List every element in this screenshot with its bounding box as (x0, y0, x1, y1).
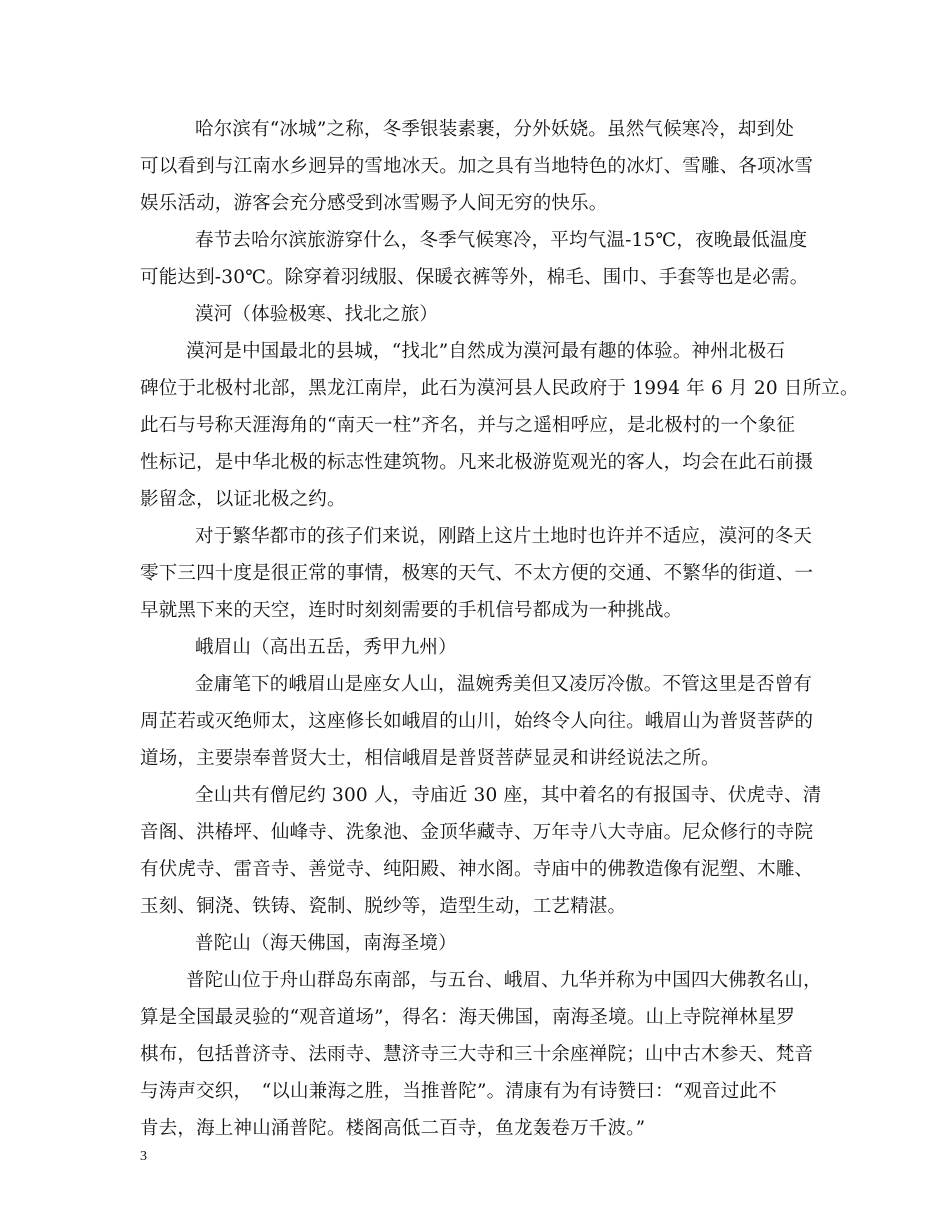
paragraph-putuo-line-5: 肯去，海上神山涌普陀。楼阁高低二百寺，鱼龙轰卷万千波。” (140, 1118, 646, 1139)
paragraph-putuo-line-2: 算是全国最灵验的“观音道场”，得名：海天佛国，南海圣境。山上寺院禅林星罗 (140, 1007, 796, 1028)
paragraph-harbin-line-1: 哈尔滨有“冰城”之称，冬季银装素裹，分外妖娆。虽然气候寒冷，却到处 (195, 119, 795, 140)
paragraph-emei-line-2: 周芷若或灭绝师太，这座修长如峨眉的山川，始终令人向往。峨眉山为普贤菩萨的 (140, 711, 814, 732)
paragraph-emei-line-1: 金庸笔下的峨眉山是座女人山，温婉秀美但又凌厉冷傲。不管这里是否曾有 (195, 674, 813, 695)
heading-putuo: 普陀山（海天佛国，南海圣境） (195, 933, 457, 954)
paragraph-emei-temples-line-2: 音阁、洪椿坪、仙峰寺、洗象池、金顶华藏寺、万年寺八大寺庙。尼众修行的寺院 (140, 822, 814, 843)
paragraph-emei-temples-line-4: 玉刻、铜浇、铁铸、瓷制、脱纱等，造型生动，工艺精湛。 (140, 896, 627, 917)
paragraph-mohe-line-1: 漠河是中国最北的县城，“找北”自然成为漠河最有趣的体验。神州北极石 (186, 341, 786, 362)
paragraph-emei-temples-line-1: 全山共有僧尼约 300 人，寺庙近 30 座，其中着名的有报国寺、伏虎寺、清 (195, 785, 822, 806)
paragraph-emei-temples-line-3: 有伏虎寺、雷音寺、善觉寺、纯阳殿、神水阁。寺庙中的佛教造像有泥塑、木雕、 (140, 859, 814, 880)
heading-emei: 峨眉山（高出五岳，秀甲九州） (195, 637, 457, 658)
heading-mohe: 漠河（体验极寒、找北之旅） (195, 304, 439, 325)
paragraph-putuo-line-4: 与涛声交织， “以山兼海之胜，当推普陀”。清康有为有诗赞曰：“观音过此不 (140, 1081, 777, 1102)
paragraph-clothing-line-1: 春节去哈尔滨旅游穿什么，冬季气候寒冷，平均气温-15℃，夜晚最低温度 (195, 230, 808, 251)
paragraph-clothing-line-2: 可能达到-30℃。除穿着羽绒服、保暖衣裤等外，棉毛、围巾、手套等也是必需。 (140, 267, 809, 288)
paragraph-emei-line-3: 道场，主要崇奉普贤大士，相信峨眉是普贤菩萨显灵和讲经说法之所。 (140, 748, 720, 769)
paragraph-mohe-line-2: 碑位于北极村北部，黑龙江南岸，此石为漠河县人民政府于 1994 年 6 月 20 日所立。 (140, 378, 859, 399)
paragraph-mohe-winter-line-2: 零下三四十度是很正常的事情，极寒的天气、不太方便的交通、不繁华的街道、一 (140, 563, 814, 584)
paragraph-mohe-line-4: 性标记，是中华北极的标志性建筑物。凡来北极游览观光的客人，均会在此石前摄 (140, 452, 814, 473)
paragraph-harbin-line-3: 娱乐活动，游客会充分感受到冰雪赐予人间无穷的快乐。 (140, 193, 608, 214)
paragraph-putuo-line-3: 棋布，包括普济寺、法雨寺、慧济寺三大寺和三十余座禅院；山中古木参天、梵音 (140, 1044, 814, 1065)
paragraph-putuo-line-1: 普陀山位于舟山群岛东南部，与五台、峨眉、九华并称为中国四大佛教名山， (186, 970, 822, 991)
paragraph-mohe-line-3: 此石与号称天涯海角的“南天一柱”齐名，并与之遥相呼应，是北极村的一个象征 (140, 415, 796, 436)
paragraph-mohe-winter-line-3: 早就黑下来的天空，连时时刻刻需要的手机信号都成为一种挑战。 (140, 600, 683, 621)
page-number: 3 (140, 1149, 147, 1164)
paragraph-mohe-line-5: 影留念，以证北极之约。 (140, 489, 346, 510)
paragraph-harbin-line-2: 可以看到与江南水乡迥异的雪地冰天。加之具有当地特色的冰灯、雪雕、各项冰雪 (140, 156, 814, 177)
paragraph-mohe-winter-line-1: 对于繁华都市的孩子们来说，刚踏上这片土地时也许并不适应，漠河的冬天 (195, 526, 813, 547)
